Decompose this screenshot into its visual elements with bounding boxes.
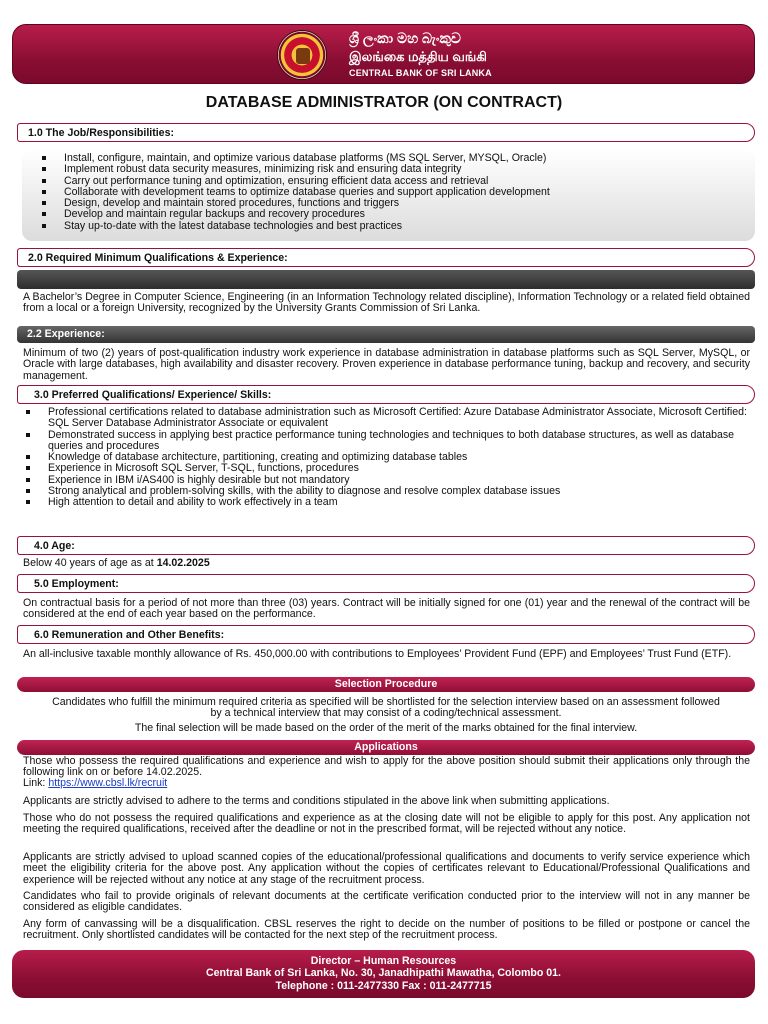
- bank-name-english: CENTRAL BANK OF SRI LANKA: [349, 68, 492, 79]
- preferred-item: Knowledge of database architecture, partitioning, creating and optimizing database tables: [26, 452, 750, 463]
- selection-text-1: Candidates who fulfill the minimum required criteria as specified will be shortlisted for the selection interview based on an assessment followed by a technical interview that may consist of a coding/technical assessment.: [52, 696, 720, 720]
- applications-paragraph-3: Applicants are strictly advised to upload scanned copies of the educational/professional qualifications and documents to verify service experience which meet the eligibility criteria for the above post. Any application without the copies of certificates relevant to Educational/Professional Qualifications and experience will be rejected without any notice at any stage of the recruitment process.: [23, 851, 750, 886]
- preferred-item: Experience in Microsoft SQL Server, T-SQL, functions, procedures: [26, 463, 750, 474]
- section-heading-qualifications: 2.0 Required Minimum Qualifications & Experience:: [17, 248, 755, 267]
- education-text: A Bachelor’s Degree in Computer Science, Engineering (in an Information Technology related discipline), Information Technology or a related field obtained from a local or a foreign University, recognized by the University Grants Commission of Sri Lanka.: [23, 291, 750, 315]
- section-heading-employment: [17, 574, 755, 593]
- section-heading-age: [17, 536, 755, 555]
- responsibility-item: Implement robust data security measures, minimizing risk and ensuring data integrity: [42, 164, 755, 175]
- experience-heading: 2.2 Experience:: [17, 326, 755, 343]
- footer-line-2: Central Bank of Sri Lanka, No. 30, Janadhipathi Mawatha, Colombo 01.: [206, 967, 561, 980]
- section-heading-preferred: [17, 385, 755, 404]
- preferred-item: Demonstrated success in applying best practice performance tuning technologies and techniques to both database structures, as well as database queries and procedures: [26, 430, 750, 453]
- applications-link-line: [23, 778, 750, 789]
- applications-paragraph-1: Applicants are strictly advised to adhere to the terms and conditions stipulated in the above link when submitting applications.: [23, 795, 610, 807]
- age-text-prefix: Below 40 years of age as at: [23, 557, 157, 569]
- responsibility-item: Collaborate with development teams to optimize database queries and support application development: [42, 187, 755, 198]
- preferred-list: [26, 407, 750, 509]
- responsibility-item: Stay up-to-date with the latest database technologies and best practices: [42, 221, 755, 232]
- preferred-item: Experience in IBM i/AS400 is highly desirable but not mandatory: [26, 475, 750, 486]
- remuneration-text: An all-inclusive taxable monthly allowance of Rs. 450,000.00 with contributions to Employees’ Provident Fund (EPF) and Employees’ Trust Fund (ETF).: [23, 648, 732, 660]
- selection-text-2: The final selection will be made based on the order of the merit of the marks obtained for the final interview.: [134, 722, 638, 734]
- footer-line-1: Director – Human Resources: [310, 955, 457, 967]
- section-heading-remuneration: [17, 625, 755, 644]
- responsibility-item: Develop and maintain regular backups and recovery procedures: [42, 209, 755, 220]
- cbsl-seal-logo-icon: [277, 30, 327, 80]
- applications-paragraph-4: Candidates who fail to provide originals of relevant documents at the certificate verification conducted prior to the interview will not in any manner be considered as eligible candidates.: [23, 890, 750, 914]
- section-heading-age-label: 4.0 Age:: [34, 540, 75, 552]
- header-banner: [12, 24, 755, 84]
- link-label: Link:: [23, 777, 49, 789]
- age-date: 14.02.2025: [156, 557, 210, 569]
- education-bar: [17, 270, 755, 289]
- responsibility-item: Design, develop and maintain stored procedures, functions and triggers: [42, 198, 755, 209]
- section-heading-preferred-label: 3.0 Preferred Qualifications/ Experience/ Skills:: [34, 389, 272, 401]
- applications-heading: Applications: [17, 740, 755, 755]
- bank-name-block: [349, 30, 492, 79]
- preferred-item: Professional certifications related to database administration such as Microsoft Certified: Azure Database Administrator Associate, Microsoft Certified: SQL Server Database Administrator Associate or equivalent: [26, 407, 750, 430]
- employment-text: On contractual basis for a period of not more than three (03) years. Contract will be initially signed for one (01) year and the renewal of the contract will be considered at the end of each year based on the performance.: [23, 597, 750, 621]
- responsibility-item: Carry out performance tuning and optimization, ensuring efficient data access and retrieval: [42, 176, 755, 187]
- bank-name-sinhala: ශ්‍රී ලංකා මහ බැංකුව: [349, 30, 461, 46]
- section-heading-responsibilities: 1.0 The Job/Responsibilities:: [17, 123, 755, 142]
- responsibility-item: Install, configure, maintain, and optimize various database platforms (MS SQL Server, MYSQL, Oracle): [42, 153, 755, 164]
- bank-name-tamil: இலங்கை மத்திய வங்கி: [349, 48, 487, 64]
- section-heading-employment-label: 5.0 Employment:: [34, 578, 119, 590]
- recruit-link[interactable]: https://www.cbsl.lk/recruit: [48, 777, 168, 789]
- selection-procedure-heading: Selection Procedure: [17, 677, 755, 692]
- responsibilities-list: [42, 153, 755, 232]
- responsibilities-box: [22, 149, 755, 241]
- age-text: [23, 558, 750, 569]
- preferred-item: High attention to detail and ability to work effectively in a team: [26, 497, 750, 508]
- applications-paragraph-5: Any form of canvassing will be a disqualification. CBSL reserves the right to decide on the number of positions to be filled or postpone or cancel the recruitment. Only shortlisted candidates will be contacted for the next step of the recruitment process.: [23, 918, 750, 942]
- section-heading-remuneration-label: 6.0 Remuneration and Other Benefits:: [34, 629, 225, 641]
- footer-line-3: Telephone : 011-2477330 Fax : 011-2477715: [275, 979, 492, 992]
- applications-paragraph-2: Those who do not possess the required qualifications and experience as at the closing date will not be eligible to apply for this post. Any application not meeting the required qualifications, received after the deadline or not in the prescribed format, will be rejected without any notice.: [23, 812, 750, 836]
- footer-banner: [12, 950, 755, 998]
- applications-intro: Those who possess the required qualifications and experience and wish to apply for the above position should submit their applications only through the following link on or before 14.02.2025.: [23, 755, 750, 779]
- page-title: DATABASE ADMINISTRATOR (ON CONTRACT): [205, 94, 563, 111]
- experience-text: Minimum of two (2) years of post-qualification industry work experience in database administration in database platforms such as SQL Server, MySQL, or Oracle with large databases, high availability and disaster recovery. Proven experience in database performance tuning, backup and recovery, and security management.: [23, 347, 750, 382]
- preferred-item: Strong analytical and problem-solving skills, with the ability to diagnose and resolve complex database issues: [26, 486, 750, 497]
